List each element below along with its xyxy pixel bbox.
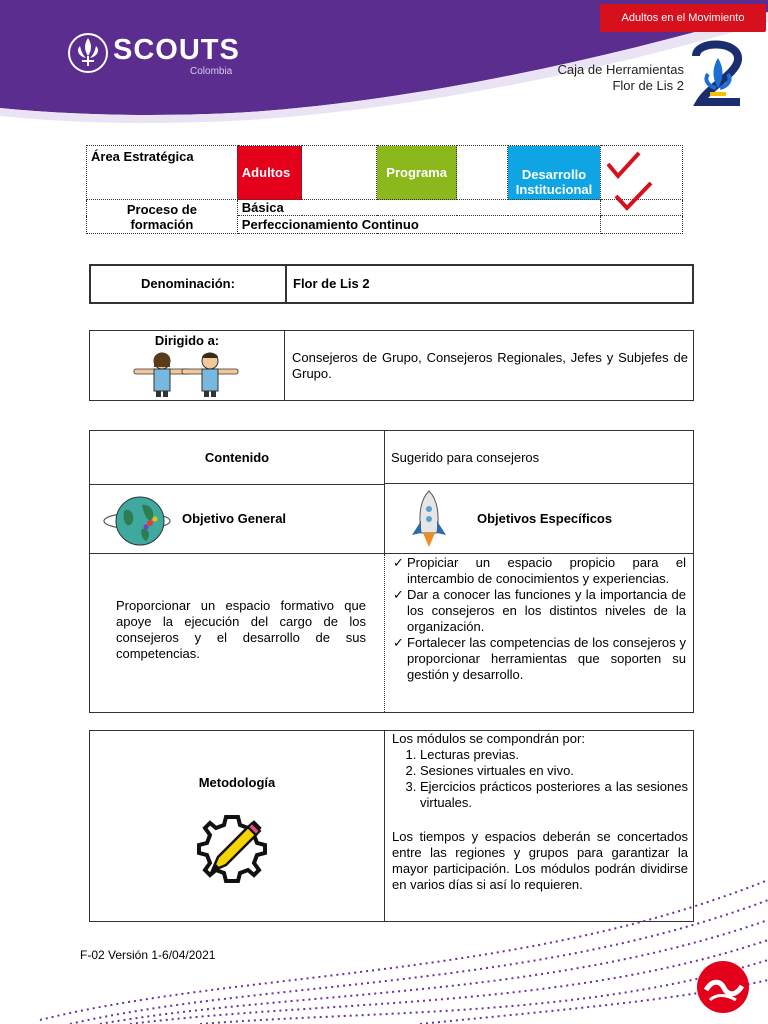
denominacion-box	[89, 264, 694, 304]
area-option-programa: Programa	[377, 146, 457, 200]
logo-text: SCOUTS	[113, 34, 240, 66]
toolbox-title	[520, 62, 684, 94]
objetivo-item: ✓ Propiciar un espacio propicio para el intercambio de conocimientos y experiencias.	[387, 555, 686, 587]
modulo-item: 2. Sesiones virtuales en vivo.	[420, 763, 688, 779]
modulos-list	[392, 747, 688, 811]
area-label: Área Estratégica	[87, 146, 238, 200]
process-check-basica	[600, 200, 682, 216]
fleur-de-lis-logo-icon	[68, 32, 108, 74]
area-check-adultos	[302, 146, 377, 200]
footer-decoration	[0, 860, 768, 1024]
denominacion-label: Denominación:	[91, 266, 287, 302]
objetivo-general-header	[90, 485, 385, 554]
dirigido-label: Dirigido a:	[154, 333, 220, 348]
objetivos-especificos-label: Objetivos Específicos	[477, 511, 613, 526]
contenido-label: Contenido	[90, 431, 385, 485]
checkmark-icon	[613, 180, 653, 212]
process-label: Proceso de formación	[87, 200, 238, 234]
dirigido-left-cell	[90, 331, 285, 400]
metodologia-note: Los tiempos y espacios deberán se concertados entre las regiones y grupos para garantizar la mayor participación. Los módulos podrán dividirse en varios días si así lo requieren.	[392, 829, 688, 892]
objetivos-especificos-cell	[385, 554, 694, 712]
objetivo-general-cell	[90, 554, 385, 712]
objetivos-list	[387, 555, 686, 683]
process-perfeccionamiento: Perfeccionamiento Continuo	[237, 216, 600, 234]
metodologia-label: Metodología	[198, 775, 276, 790]
area-check-programa	[457, 146, 508, 200]
denominacion-value: Flor de Lis 2	[293, 276, 370, 291]
objetivo-item: ✓ Dar a conocer las funciones y la importancia de los consejeros en los distintos niveles de la organización.	[387, 587, 686, 635]
objetivo-general-label: Objetivo General	[182, 511, 287, 526]
logo-subtext: Colombia	[190, 66, 233, 77]
process-check-perfeccionamiento	[600, 216, 682, 234]
process-basica: Básica	[237, 200, 600, 216]
globe-icon	[102, 493, 172, 549]
area-option-adultos: Adultos	[237, 146, 301, 200]
metodologia-intro: Los módulos se compondrán por:	[392, 731, 585, 746]
checkmark-icon	[605, 150, 641, 180]
objetivo-general-text: Proporcionar un espacio formativo que apoye la ejecución del cargo de los consejeros y el desarrollo de sus competencias.	[116, 598, 366, 661]
flor-de-lis-2-logo-icon	[686, 38, 750, 110]
dirigido-box	[89, 330, 694, 401]
contenido-value: Sugerido para consejeros	[385, 431, 694, 484]
footer-version: F-02 Versión 1-6/04/2021	[80, 948, 216, 962]
modulo-item: 3. Ejercicios prácticos posteriores a las sesiones virtuales.	[420, 779, 688, 811]
area-table	[86, 145, 683, 234]
modulo-item: 1. Lecturas previas.	[420, 747, 688, 763]
footer-scout-logo-icon	[696, 960, 750, 1014]
area-option-desarrollo: Desarrollo Institucional	[508, 146, 600, 200]
toolbox-line2: Flor de Lis 2	[612, 78, 684, 93]
adults-people-icon	[132, 349, 240, 397]
objetivos-especificos-header	[385, 485, 694, 554]
contenido-box	[89, 430, 694, 713]
dirigido-value: Consejeros de Grupo, Consejeros Regionales, Jefes y Subjefes de Grupo.	[292, 350, 688, 381]
rocket-icon	[409, 489, 449, 551]
section-badge: Adultos en el Movimiento	[600, 4, 766, 32]
toolbox-line1: Caja de Herramientas	[557, 62, 684, 77]
objetivo-item: ✓ Fortalecer las competencias de los consejeros y proporcionar herramientas que soporten su gestión y desarrollo.	[387, 635, 686, 683]
